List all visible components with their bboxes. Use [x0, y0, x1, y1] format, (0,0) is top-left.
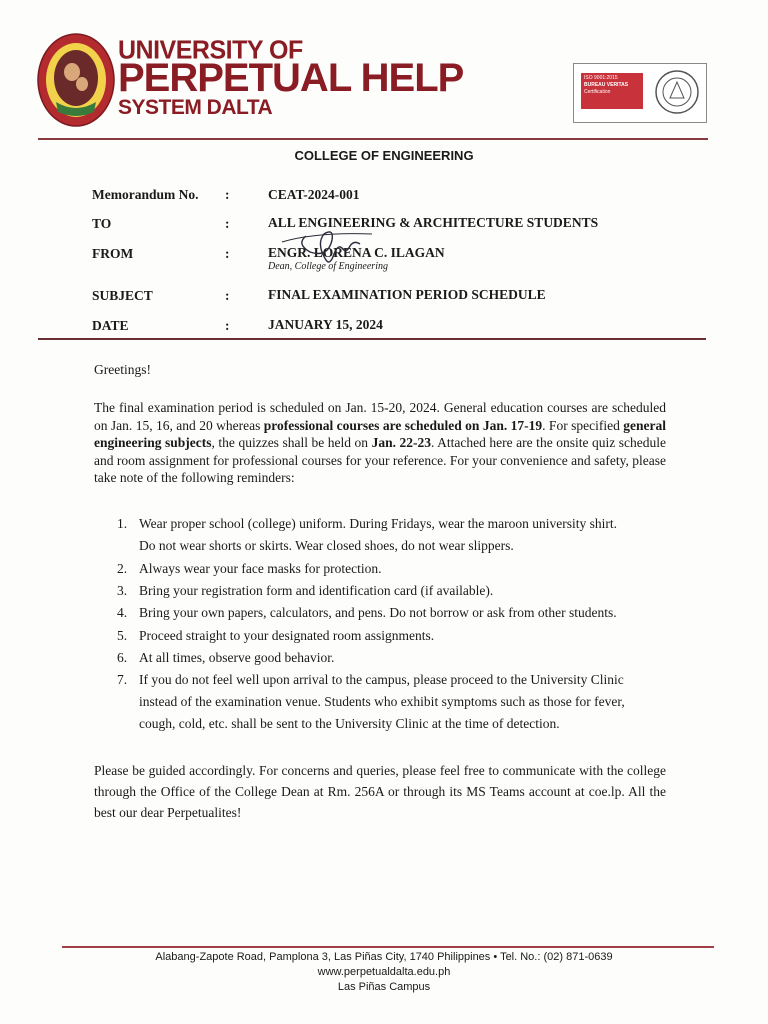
to-label: TO — [92, 216, 112, 231]
to-value: ALL ENGINEERING & ARCHITECTURE STUDENTS — [268, 215, 599, 230]
cert-line1: ISO 9001:2015 — [584, 75, 618, 81]
intro-text: , the quizzes shall be held on — [211, 435, 372, 450]
university-name-line2: PERPETUAL HELP — [118, 56, 464, 100]
footer-rule — [62, 946, 714, 948]
subject-label: SUBJECT — [92, 288, 153, 303]
colon: : — [225, 216, 230, 231]
list-number: 1. — [117, 516, 128, 531]
certification-label — [581, 73, 643, 109]
footer-website: www.perpetualdalta.edu.ph — [317, 966, 451, 978]
list-number: 7. — [117, 672, 128, 687]
memo-header-rule — [38, 338, 706, 340]
subject-value: FINAL EXAMINATION PERIOD SCHEDULE — [268, 287, 546, 302]
list-text: Bring your registration form and identification card (if available). — [139, 583, 494, 598]
university-name-line1: UNIVERSITY OF — [118, 35, 303, 65]
list-text: Bring your own papers, calculators, and pens. Do not borrow or ask from other students. — [139, 605, 617, 620]
colon: : — [225, 187, 230, 202]
bureau-veritas-seal-icon — [654, 68, 700, 116]
date-label: DATE — [92, 318, 129, 333]
greeting: Greetings! — [94, 362, 151, 377]
intro-bold-dates: Jan. 22-23 — [371, 435, 431, 450]
list-text: cough, cold, etc. shall be sent to the University Clinic at the time of detection. — [139, 716, 560, 731]
closing-paragraph: Please be guided accordingly. For concerns and queries, please feel free to communicate with the college through the Office of the College Dean at Rm. 256A or through its MS Teams account at coe.lp. All the best our dear Perpetualites! — [94, 763, 666, 820]
list-number: 6. — [117, 650, 128, 665]
footer-address: Alabang-Zapote Road, Pamplona 3, Las Piñas City, 1740 Philippines • Tel. No.: (02) 871-0639 — [155, 951, 613, 963]
intro-bold-subjects: general engineering subjects — [94, 417, 666, 450]
intro-text: The final examination period is scheduled on Jan. 15-20, 2024. General education courses are scheduled on Jan. 15, 16, and 20 whereas — [94, 400, 666, 433]
header-rule — [38, 138, 708, 140]
intro-paragraph — [94, 399, 666, 487]
list-text: Always wear your face masks for protection. — [139, 561, 382, 576]
list-text: At all times, observe good behavior. — [139, 650, 335, 665]
colon: : — [225, 318, 230, 333]
from-value: ENGR. LORENA C. ILAGAN — [268, 245, 445, 260]
list-number: 2. — [117, 561, 128, 576]
intro-text: . For specified — [542, 417, 624, 433]
memo-no-label: Memorandum No. — [92, 187, 199, 202]
university-name-line3: SYSTEM DALTA — [118, 96, 273, 119]
date-value: JANUARY 15, 2024 — [268, 317, 383, 332]
cert-line2: BUREAU VERITAS — [584, 82, 629, 88]
signature — [276, 214, 396, 270]
colon: : — [225, 288, 230, 303]
from-title: Dean, College of Engineering — [268, 261, 388, 272]
colon: : — [225, 246, 230, 261]
list-text: instead of the examination venue. Students who exhibit symptoms such as those for fever, — [139, 694, 625, 709]
list-number: 5. — [117, 628, 128, 643]
list-text: Do not wear shorts or skirts. Wear closed shoes, do not wear slippers. — [139, 538, 514, 553]
intro-text: . Attached here are the onsite quiz schedule and room assignment for professional courses for your reference. For your convenience and safety, please take note of the following reminders: — [94, 435, 666, 485]
list-text: If you do not feel well upon arrival to the campus, please proceed to the University Clinic — [139, 672, 624, 687]
intro-bold-professional: professional courses are scheduled on Jan. 17-19 — [263, 417, 543, 433]
certification-badge — [573, 63, 707, 123]
list-number: 4. — [117, 605, 128, 620]
list-number: 3. — [117, 583, 128, 598]
from-label: FROM — [92, 246, 134, 261]
footer-campus: Las Piñas Campus — [337, 981, 431, 993]
university-seal-logo — [36, 32, 116, 128]
college-title: COLLEGE OF ENGINEERING — [294, 148, 474, 163]
cert-line3: Certification — [584, 89, 611, 95]
memo-no-value: CEAT-2024-001 — [268, 187, 360, 202]
list-text: Wear proper school (college) uniform. During Fridays, wear the maroon university shirt. — [139, 516, 618, 531]
list-text: Proceed straight to your designated room assignments. — [139, 628, 435, 643]
